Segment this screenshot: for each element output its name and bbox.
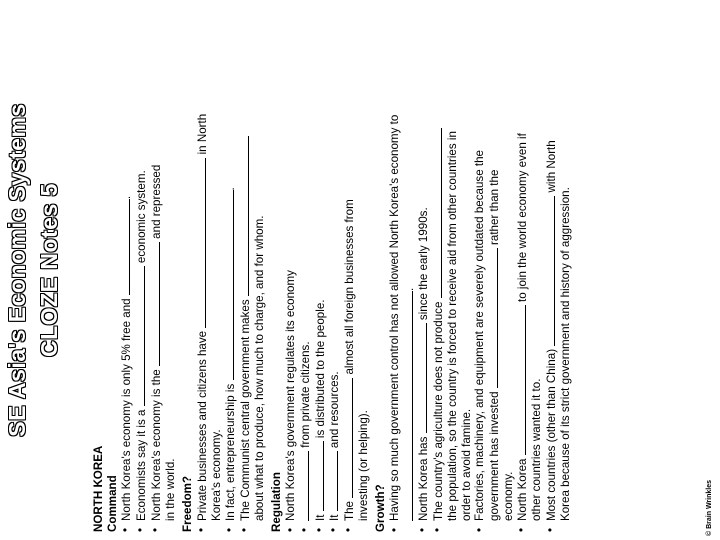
notes-body: [92, 10, 572, 532]
command-list: [119, 10, 177, 532]
country-heading: NORTH KOREA: [92, 445, 105, 532]
list-item: • It and resources.: [327, 10, 342, 532]
list-item: • from private citizens.: [298, 10, 313, 532]
list-item: • North Korea's economy is the and repressed in the world.: [149, 10, 177, 532]
freedom-list: [195, 10, 267, 532]
regulation-list: [284, 10, 370, 532]
list-item: • Having so much government control has not allowed North Korea's economy to .: [388, 10, 416, 532]
title-sub: CLOZE Notes 5: [36, 183, 62, 357]
list-item: • Private businesses and citizens have in North Korea's economy.: [195, 10, 223, 532]
list-item: • Economists say it is a economic system.: [134, 10, 149, 532]
list-item: • North Korea's government regulates its economy: [284, 10, 298, 532]
command-heading: Command: [105, 475, 119, 532]
growth-heading: Growth?: [374, 484, 388, 532]
copyright-text: © Brain Wrinkles: [706, 480, 713, 536]
list-item: • In fact, entrepreneurship is .: [223, 10, 238, 532]
list-item: • It is distributed to the people.: [313, 10, 328, 532]
list-item: • The Communist central government makes about what to produce, how much to charge, and for whom.: [238, 10, 266, 532]
list-item: • The country's agriculture does not produce the population, so the country is forced to receive aid from other countries in order to avoid famine.: [431, 10, 473, 532]
list-item: • North Korea has since the early 1990s.: [416, 10, 431, 532]
list-item: • North Korea to join the world economy even if other countries wanted it to.: [515, 10, 543, 532]
freedom-heading: Freedom?: [181, 475, 195, 532]
list-item: • Most countries (other than China) with North Korea because of its strict government and history of aggression.: [544, 10, 572, 532]
growth-list: [388, 10, 572, 532]
list-item: • The almost all foreign businesses from investing (or helping).: [342, 10, 370, 532]
list-item: • North Korea's economy is only 5% free and .: [119, 10, 134, 532]
regulation-heading: Regulation: [270, 472, 284, 532]
list-item: • Factories, machinery, and equipment are severely outdated because the government has invested rather than the economy.: [473, 10, 515, 532]
title-main: SE Asia's Economic Systems: [4, 103, 30, 437]
